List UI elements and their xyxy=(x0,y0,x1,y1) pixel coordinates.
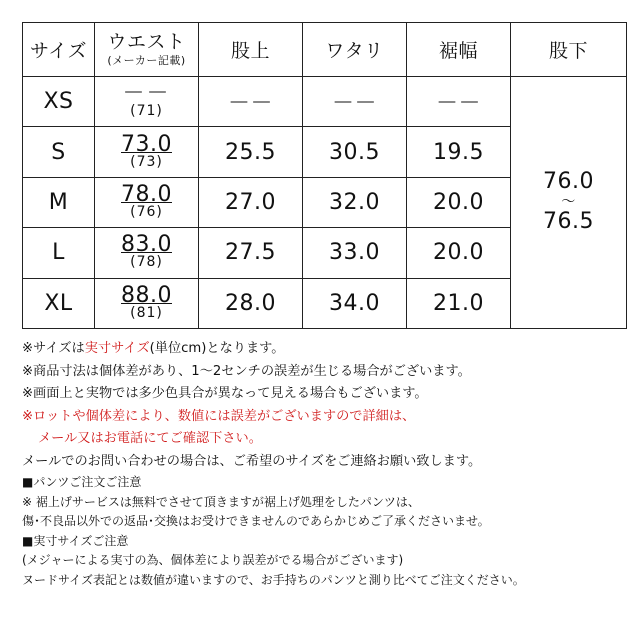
header-waist-note: (メーカー記載) xyxy=(107,53,186,67)
note-unit-suffix: (単位cm)となります。 xyxy=(149,341,285,356)
note-email-inquiry: メールでのお問い合わせの場合は、ご希望のサイズをご連絡お願い致します。 xyxy=(22,453,482,469)
waist-maker-value: (81) xyxy=(130,304,163,321)
header-rise: 股上 xyxy=(199,23,303,77)
inseam-tilde: ～ xyxy=(561,194,576,211)
waist-cell xyxy=(95,278,199,328)
waist-maker-value: (73) xyxy=(130,153,163,170)
header-waist-label: ウエスト xyxy=(107,30,186,53)
rise-value: 25.5 xyxy=(199,127,303,177)
table-row xyxy=(23,77,627,127)
size-label: XS xyxy=(23,77,95,127)
pants-notice-line2: 傷･不良品以外での返品･交換はお受けできませんのであらかじめご了承くださいませ。 xyxy=(22,514,490,528)
note-unit-prefix: ※サイズは xyxy=(22,341,85,356)
waist-cell xyxy=(95,177,199,227)
notes-section xyxy=(22,338,622,590)
inseam-from: 76.0 xyxy=(543,169,594,195)
note-color: ※画面上と実物では多少色具合が異なって見える場合もございます。 xyxy=(22,386,428,401)
thigh-value: 33.0 xyxy=(303,228,407,278)
size-label: S xyxy=(23,127,95,177)
thigh-value: 34.0 xyxy=(303,278,407,328)
table-header-row xyxy=(23,23,627,77)
hem-value: 19.5 xyxy=(407,127,511,177)
waist-value: －－ xyxy=(122,81,171,107)
header-inseam: 股下 xyxy=(511,23,627,77)
thigh-value: 30.5 xyxy=(303,127,407,177)
hem-value: －－ xyxy=(407,77,511,127)
rise-value: 28.0 xyxy=(199,278,303,328)
note-contact-warning: メール又はお電話にてご確認下さい。 xyxy=(38,431,262,446)
waist-maker-value: (76) xyxy=(130,203,163,220)
thigh-value: －－ xyxy=(303,77,407,127)
waist-maker-value: (78) xyxy=(130,254,163,271)
size-label: M xyxy=(23,177,95,227)
waist-value: 83.0 xyxy=(121,232,172,258)
waist-cell xyxy=(95,77,199,127)
waist-cell xyxy=(95,127,199,177)
size-table-container xyxy=(22,22,626,328)
waist-maker-value: (71) xyxy=(130,103,163,120)
measure-notice-line2: ヌードサイズ表記とは数値が違いますので、お手持ちのパンツと測り比べてご注文ください。 xyxy=(22,572,525,587)
waist-value: 88.0 xyxy=(121,282,172,308)
pants-notice-line1: ※ 裾上げサービスは無料でさせて頂きますが裾上げ処理をしたパンツは、 xyxy=(22,494,420,509)
hem-value: 20.0 xyxy=(407,228,511,278)
note-actual-size: 実寸サイズ xyxy=(84,341,150,356)
pants-notice-title: ■パンツご注文ご注意 xyxy=(22,475,142,489)
rise-value: 27.5 xyxy=(199,228,303,278)
rise-value: －－ xyxy=(199,77,303,127)
header-size: サイズ xyxy=(23,23,95,77)
hem-value: 20.0 xyxy=(407,177,511,227)
rise-value: 27.0 xyxy=(199,177,303,227)
size-table xyxy=(22,22,627,329)
inseam-cell xyxy=(511,77,627,329)
hem-value: 21.0 xyxy=(407,278,511,328)
thigh-value: 32.0 xyxy=(303,177,407,227)
note-lot-warning: ※ロットや個体差により、数値には誤差がございますので詳細は、 xyxy=(22,408,416,424)
waist-value: 73.0 xyxy=(121,131,172,157)
waist-value: 78.0 xyxy=(121,181,172,207)
inseam-to: 76.5 xyxy=(543,209,594,235)
header-waist xyxy=(95,23,199,77)
size-label: XL xyxy=(23,278,95,328)
note-tolerance: ※商品寸法は個体差があり、1～2センチの誤差が生じる場合がございます。 xyxy=(22,363,471,379)
waist-cell xyxy=(95,228,199,278)
header-thigh: ワタリ xyxy=(303,23,407,77)
size-label: L xyxy=(23,228,95,278)
measure-notice-title: ■実寸サイズご注意 xyxy=(22,533,129,548)
measure-notice-line1: (メジャーによる実寸の為、個体差により誤差がでる場合がございます) xyxy=(22,553,404,567)
header-hem: 裾幅 xyxy=(407,23,511,77)
note-unit xyxy=(22,338,622,361)
